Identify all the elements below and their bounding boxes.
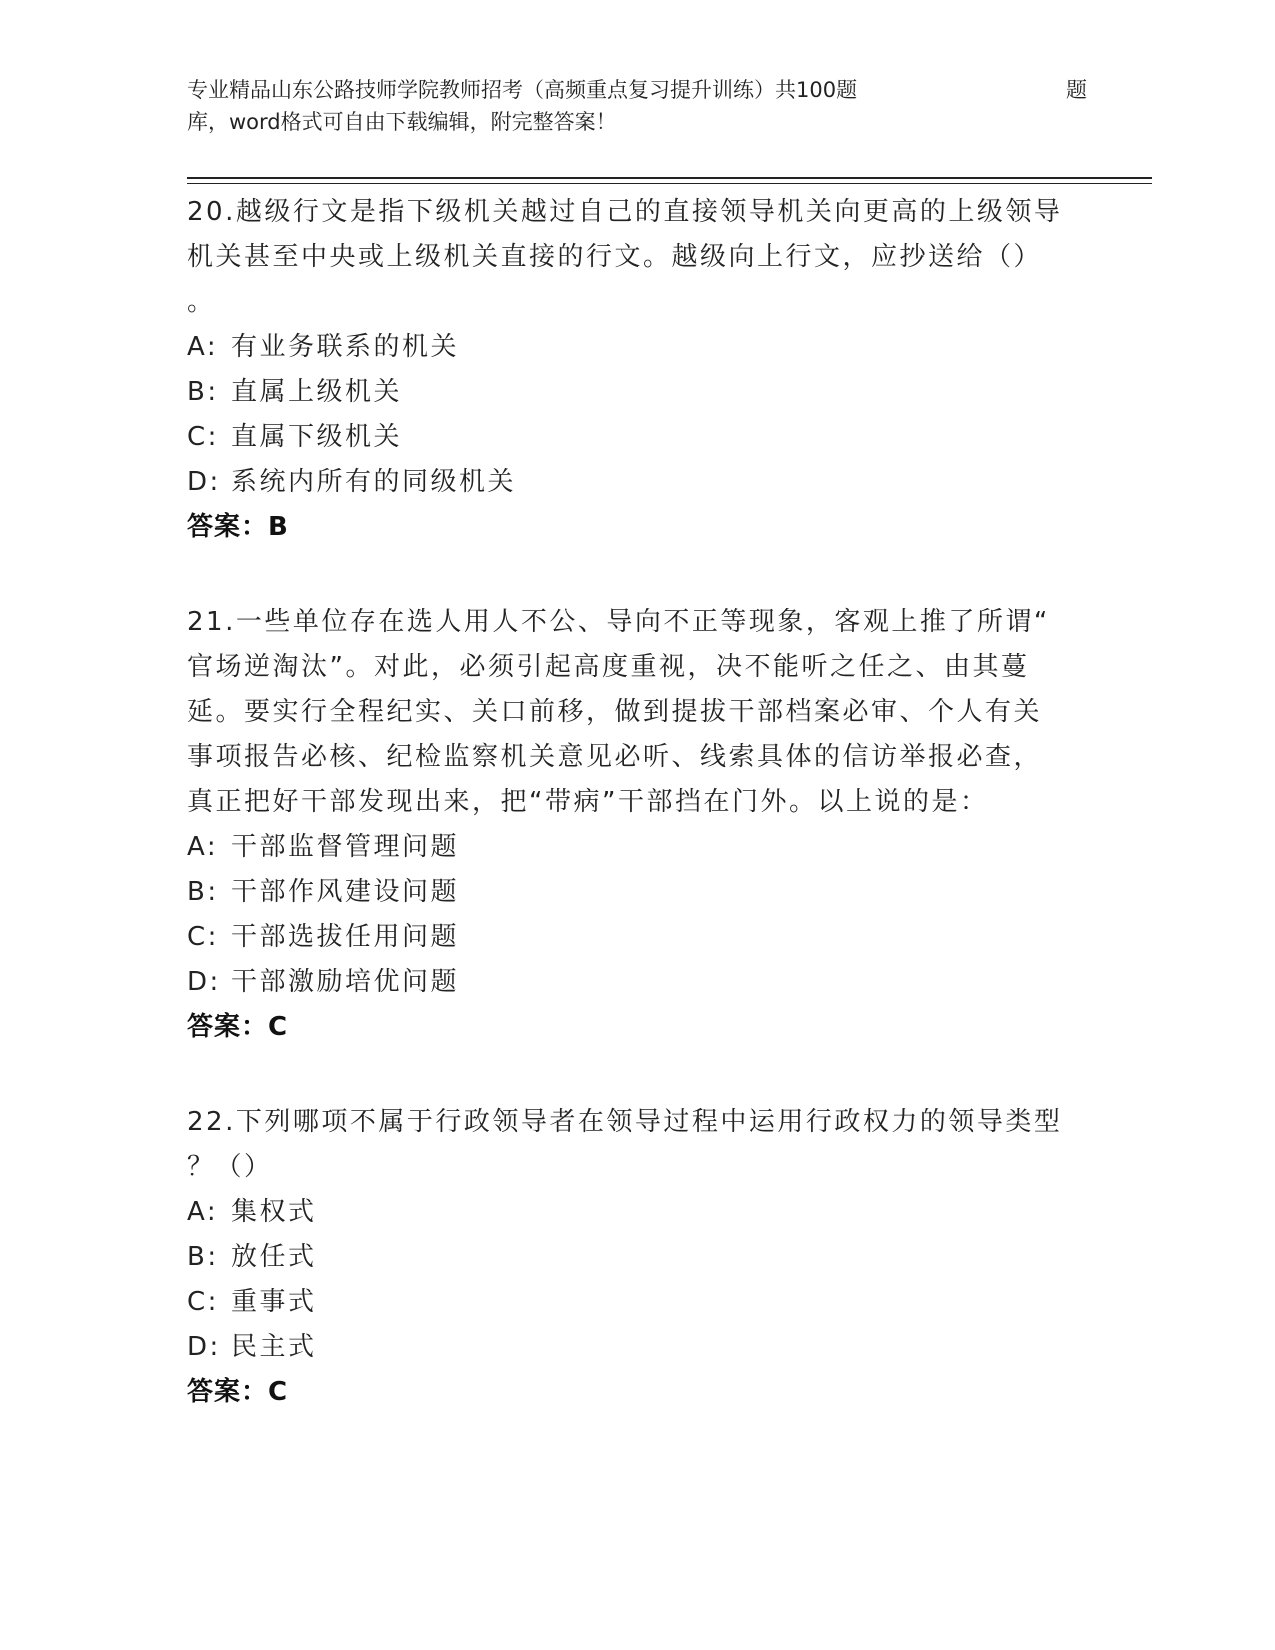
question-21-line-3: 延。要实行全程纪实、关口前移，做到提拔干部档案必审、个人有关	[187, 697, 1043, 727]
option-text: 干部激励培优问题	[231, 967, 460, 997]
question-22-option-c	[187, 1280, 1087, 1325]
option-text: 放任式	[231, 1242, 317, 1272]
question-21-line-1: 21.一些单位存在选人用人不公、导向不正等现象，客观上推了所谓“	[187, 607, 1050, 637]
question-22-line-1: 22.下列哪项不属于行政领导者在领导过程中运用行政权力的领导类型	[187, 1107, 1063, 1137]
question-20-option-b	[187, 370, 1087, 415]
question-20	[187, 190, 1087, 550]
option-key: C:	[187, 422, 219, 452]
option-key: D:	[187, 467, 221, 497]
question-20-line-1: 20.越级行文是指下级机关越过自己的直接领导机关向更高的上级领导	[187, 197, 1063, 227]
option-key: A:	[187, 832, 219, 862]
question-20-option-c	[187, 415, 1087, 460]
option-key: B:	[187, 877, 219, 907]
option-key: D:	[187, 967, 221, 997]
option-text: 干部选拔任用问题	[231, 922, 460, 952]
page-header	[187, 74, 1087, 138]
option-text: 有业务联系的机关	[231, 332, 460, 362]
option-text: 直属上级机关	[231, 377, 403, 407]
question-list	[187, 190, 1087, 1465]
question-22-option-a	[187, 1190, 1087, 1235]
question-22-option-b	[187, 1235, 1087, 1280]
header-rule-thick	[187, 177, 1152, 179]
header-line-1: 专业精品山东公路技师学院教师招考（高频重点复习提升训练）共100题	[187, 78, 858, 102]
question-22-option-d	[187, 1325, 1087, 1370]
question-20-option-d	[187, 460, 1087, 505]
option-text: 重事式	[231, 1287, 317, 1317]
option-key: A:	[187, 332, 219, 362]
question-21-option-a	[187, 825, 1087, 870]
option-text: 系统内所有的同级机关	[231, 467, 517, 497]
header-rule-thin	[187, 183, 1152, 184]
question-21-line-2: 官场逆淘汰”。对此，必须引起高度重视，决不能听之任之、由其蔓	[187, 652, 1030, 682]
question-21-option-b	[187, 870, 1087, 915]
question-20-option-a	[187, 325, 1087, 370]
header-line-2: 库，word格式可自由下载编辑，附完整答案！	[187, 110, 617, 134]
option-key: C:	[187, 922, 219, 952]
question-21-answer: 答案：C	[187, 1012, 289, 1042]
question-21	[187, 600, 1087, 1050]
question-22-answer: 答案：C	[187, 1377, 289, 1407]
question-22	[187, 1100, 1087, 1415]
option-key: D:	[187, 1332, 221, 1362]
option-text: 直属下级机关	[231, 422, 403, 452]
option-key: B:	[187, 1242, 219, 1272]
option-text: 干部监督管理问题	[231, 832, 460, 862]
question-20-line-2: 机关甚至中央或上级机关直接的行文。越级向上行文，应抄送给（）	[187, 242, 1043, 272]
question-21-line-4: 事项报告必核、纪检监察机关意见必听、线索具体的信访举报必查，	[187, 742, 1043, 772]
option-text: 民主式	[231, 1332, 317, 1362]
question-22-line-2: ？（）	[187, 1152, 273, 1182]
question-20-line-3: 。	[187, 287, 216, 317]
question-21-option-c	[187, 915, 1087, 960]
question-21-line-5: 真正把好干部发现出来，把“带病”干部挡在门外。以上说的是：	[187, 787, 989, 817]
option-key: A:	[187, 1197, 219, 1227]
option-key: B:	[187, 377, 219, 407]
question-21-option-d	[187, 960, 1087, 1005]
question-20-answer: 答案：B	[187, 512, 289, 542]
option-text: 干部作风建设问题	[231, 877, 460, 907]
header-line-1-tail: 题	[1066, 78, 1087, 102]
option-key: C:	[187, 1287, 219, 1317]
option-text: 集权式	[231, 1197, 317, 1227]
